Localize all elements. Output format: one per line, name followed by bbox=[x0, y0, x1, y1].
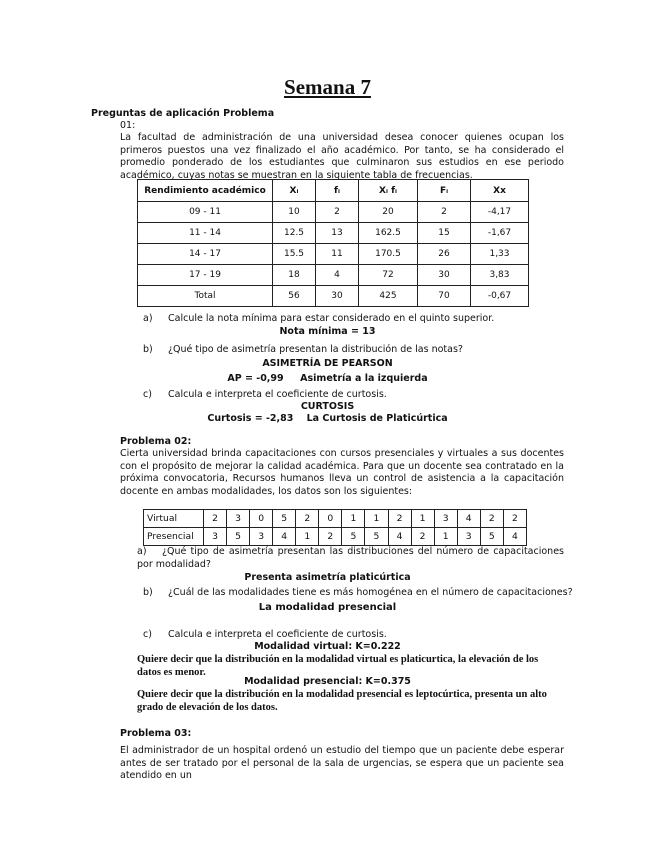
answer-2c-virtual: Modalidad virtual: K=0.222 bbox=[254, 641, 401, 652]
table-cell: 13 bbox=[316, 223, 359, 244]
table-cell: 11 - 14 bbox=[138, 223, 273, 244]
table-cell: 162.5 bbox=[359, 223, 418, 244]
table-row-presencial bbox=[144, 528, 527, 546]
table-cell: 2 bbox=[204, 510, 227, 528]
table-cell: 2 bbox=[411, 528, 434, 546]
table-cell: 2 bbox=[480, 510, 503, 528]
row-label: Presencial bbox=[144, 528, 204, 546]
table-cell: 3 bbox=[204, 528, 227, 546]
col-header: fᵢ bbox=[316, 180, 359, 202]
section1-heading: Preguntas de aplicación Problema bbox=[91, 108, 275, 119]
table-cell: 4 bbox=[457, 510, 480, 528]
table-cell: 2 bbox=[418, 202, 471, 223]
table-cell: -0,67 bbox=[471, 286, 529, 307]
table-cell: 2 bbox=[316, 202, 359, 223]
table-cell: 14 - 17 bbox=[138, 244, 273, 265]
problem3-intro: El administrador de un hospital ordenó un estudio del tiempo que un paciente debe esperar antes de ser tratado por el personal de la sala de urgencias, se espera que un paciente sea atendido en un bbox=[120, 745, 564, 781]
table-cell: 17 - 19 bbox=[138, 265, 273, 286]
table-cell: 2 bbox=[388, 510, 411, 528]
answer-2c-presencial: Modalidad presencial: K=0.375 bbox=[244, 676, 411, 687]
question-label: a) bbox=[137, 546, 147, 557]
table-cell: 5 bbox=[342, 528, 365, 546]
section3-heading: Problema 03: bbox=[120, 728, 192, 739]
table-cell: 12.5 bbox=[273, 223, 316, 244]
table-cell: 1 bbox=[342, 510, 365, 528]
table-total-row bbox=[138, 286, 529, 307]
table-cell: 09 - 11 bbox=[138, 202, 273, 223]
question-text: Calcula e interpreta el coeficiente de curtosis. bbox=[168, 629, 387, 640]
section2-heading: Problema 02: bbox=[120, 436, 192, 447]
question-2c bbox=[143, 629, 387, 642]
table-cell: 26 bbox=[418, 244, 471, 265]
question-text: Calcula e interpreta el coeficiente de curtosis. bbox=[168, 389, 387, 400]
table-cell: 20 bbox=[359, 202, 418, 223]
row-label: Virtual bbox=[144, 510, 204, 528]
problem2-intro: Cierta universidad brinda capacitaciones con cursos presenciales y virtuales a sus docentes con el propósito de mejorar la calidad académica. Para que un docente sea contratado en la próxima convocatoria, Recursos humanos lleva un control de asistencia a la capacitación docente en ambas modalidades, los datos son los siguientes: bbox=[120, 448, 564, 497]
table-cell: 10 bbox=[273, 202, 316, 223]
table-cell: 4 bbox=[388, 528, 411, 546]
col-header: Xᵢ fᵢ bbox=[359, 180, 418, 202]
answer-1c-title: CURTOSIS bbox=[300, 401, 355, 412]
table-cell: 5 bbox=[227, 528, 250, 546]
table-row-virtual bbox=[144, 510, 527, 528]
table-cell: 0 bbox=[319, 510, 342, 528]
table-cell: 56 bbox=[273, 286, 316, 307]
table-row bbox=[138, 265, 529, 286]
table-cell: 3 bbox=[227, 510, 250, 528]
table-cell: 1,33 bbox=[471, 244, 529, 265]
table-header-row bbox=[138, 180, 529, 202]
table-cell: 15 bbox=[418, 223, 471, 244]
table-row bbox=[138, 202, 529, 223]
question-label: c) bbox=[143, 389, 152, 400]
table-row bbox=[138, 223, 529, 244]
table-cell: 30 bbox=[418, 265, 471, 286]
table-cell: 1 bbox=[434, 528, 457, 546]
table-cell: 3 bbox=[434, 510, 457, 528]
table-cell: 4 bbox=[503, 528, 526, 546]
table-cell: 15.5 bbox=[273, 244, 316, 265]
table-cell: -1,67 bbox=[471, 223, 529, 244]
table-cell: 3 bbox=[250, 528, 273, 546]
answer-1a: Nota mínima = 13 bbox=[279, 326, 376, 337]
table-cell: -4,17 bbox=[471, 202, 529, 223]
table-cell: 5 bbox=[365, 528, 388, 546]
table-cell: 70 bbox=[418, 286, 471, 307]
question-label: c) bbox=[143, 629, 152, 640]
question-label: b) bbox=[143, 587, 153, 598]
question-label: a) bbox=[143, 313, 153, 324]
table-cell: 3 bbox=[457, 528, 480, 546]
question-text: ¿Cuál de las modalidades tiene es más homogénea en el número de capacitaciones? bbox=[168, 587, 573, 598]
answer-1b: AP = -0,99 Asimetría a la izquierda bbox=[227, 373, 428, 384]
table-cell: 2 bbox=[296, 510, 319, 528]
table-cell: 18 bbox=[273, 265, 316, 286]
table-cell: 170.5 bbox=[359, 244, 418, 265]
col-header: Rendimiento académico bbox=[138, 180, 273, 202]
question-label: b) bbox=[143, 344, 153, 355]
table-cell: 4 bbox=[316, 265, 359, 286]
answer-2c-presencial-note: Quiere decir que la distribución en la modalidad presencial es leptocúrtica, presenta un alto grado de elevación de los datos. bbox=[137, 689, 547, 713]
col-header: Xᵢ bbox=[273, 180, 316, 202]
answer-1b-title: ASIMETRÍA DE PEARSON bbox=[262, 358, 393, 369]
table-cell: 0 bbox=[250, 510, 273, 528]
question-text: ¿Qué tipo de asimetría presentan las distribuciones del número de capacitaciones por modalidad? bbox=[137, 546, 564, 570]
attendance-table bbox=[143, 509, 527, 546]
question-2a bbox=[137, 546, 564, 571]
table-cell: 425 bbox=[359, 286, 418, 307]
col-header: Xx bbox=[471, 180, 529, 202]
table-cell: 30 bbox=[316, 286, 359, 307]
answer-2b: La modalidad presencial bbox=[258, 602, 397, 613]
question-text: ¿Qué tipo de asimetría presentan la distribución de las notas? bbox=[168, 344, 463, 355]
table-cell: 2 bbox=[503, 510, 526, 528]
table-cell: 3,83 bbox=[471, 265, 529, 286]
frequency-table bbox=[137, 179, 529, 307]
table-cell: 1 bbox=[365, 510, 388, 528]
table-cell: 2 bbox=[319, 528, 342, 546]
question-2b bbox=[143, 587, 573, 600]
problem1-intro: La facultad de administración de una universidad desea conocer quienes ocupan los primeros puestos una vez finalizado el año académico. Por tanto, se ha considerado el promedio ponderado de los estudiantes que culminaron sus estudios en ese periodo académico, cuyas notas se muestran en la siguiente tabla de frecuencias. bbox=[120, 132, 564, 181]
answer-2a: Presenta asimetría platicúrtica bbox=[244, 572, 411, 583]
question-1a bbox=[143, 313, 494, 326]
page-title: Semana 7 bbox=[284, 75, 371, 99]
answer-2c-virtual-note: Quiere decir que la distribución en la modalidad virtual es platicurtica, la elevación de los datos es menor. bbox=[137, 654, 539, 678]
table-cell: 1 bbox=[411, 510, 434, 528]
col-header: Fᵢ bbox=[418, 180, 471, 202]
table-cell: 1 bbox=[296, 528, 319, 546]
table-row bbox=[138, 244, 529, 265]
table-cell: Total bbox=[138, 286, 273, 307]
problem1-number: 01: bbox=[120, 120, 136, 131]
table-cell: 72 bbox=[359, 265, 418, 286]
answer-1c: Curtosis = -2,83 La Curtosis de Platicúrtica bbox=[207, 413, 448, 424]
table-cell: 5 bbox=[480, 528, 503, 546]
question-text: Calcule la nota mínima para estar considerado en el quinto superior. bbox=[168, 313, 495, 324]
question-1c bbox=[143, 389, 387, 402]
question-1b bbox=[143, 344, 463, 357]
table-cell: 5 bbox=[273, 510, 296, 528]
table-cell: 4 bbox=[273, 528, 296, 546]
table-cell: 11 bbox=[316, 244, 359, 265]
